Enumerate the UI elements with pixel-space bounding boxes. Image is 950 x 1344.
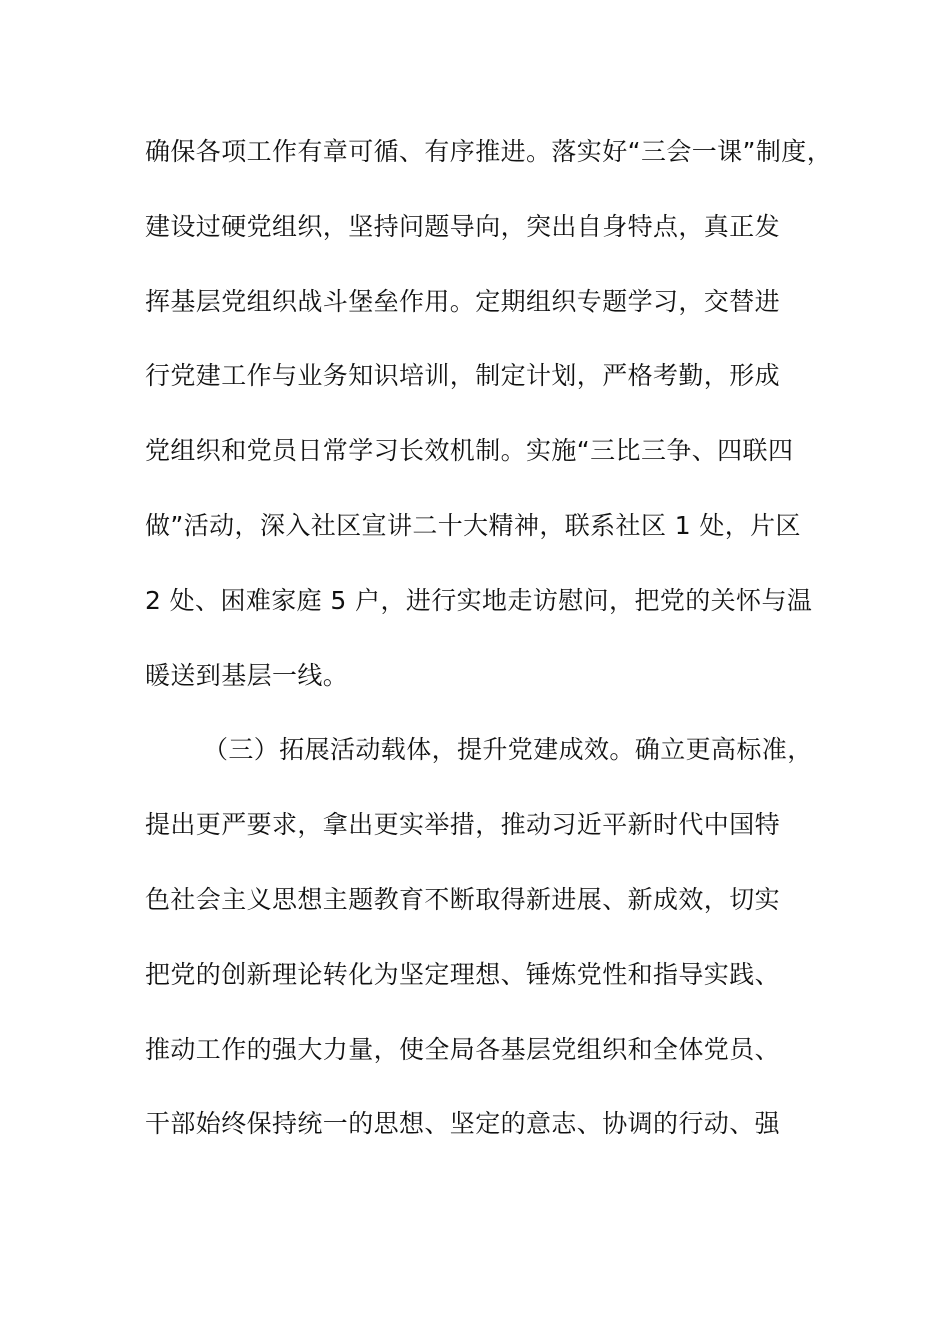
text-line: 暖送到基层一线。 xyxy=(145,660,349,690)
body-text xyxy=(145,128,845,1175)
text-line: 干部始终保持统一的思想、坚定的意志、协调的行动、强 xyxy=(145,1109,781,1139)
text-line: 提出更严要求，拿出更实举措，推动习近平新时代中国特 xyxy=(145,810,781,840)
text-line: 挥基层党组织战斗堡垒作用。定期组织专题学习，交替进 xyxy=(145,286,781,316)
text-line: 推动工作的强大力量，使全局各基层党组织和全体党员、 xyxy=(145,1034,781,1064)
text-line: 建设过硬党组织，坚持问题导向，突出自身特点，真正发 xyxy=(145,211,781,241)
text-line: 行党建工作与业务知识培训，制定计划，严格考勤，形成 xyxy=(145,361,781,391)
text-line: 做”活动，深入社区宣讲二十大精神，联系社区 1 处，片区 xyxy=(145,510,801,540)
text-line: 色社会主义思想主题教育不断取得新进展、新成效，切实 xyxy=(145,884,781,914)
text-line: 把党的创新理论转化为坚定理想、锤炼党性和指导实践、 xyxy=(145,959,781,989)
text-line: 2 处、困难家庭 5 户，进行实地走访慰问，把党的关怀与温 xyxy=(145,585,813,615)
text-line: 党组织和党员日常学习长效机制。实施“三比三争、四联四 xyxy=(145,436,794,466)
section-heading-line: （三）拓展活动载体，提升党建成效。确立更高标准， xyxy=(203,735,813,765)
text-line: 确保各项工作有章可循、有序推进。落实好“三会一课”制度， xyxy=(145,137,833,166)
